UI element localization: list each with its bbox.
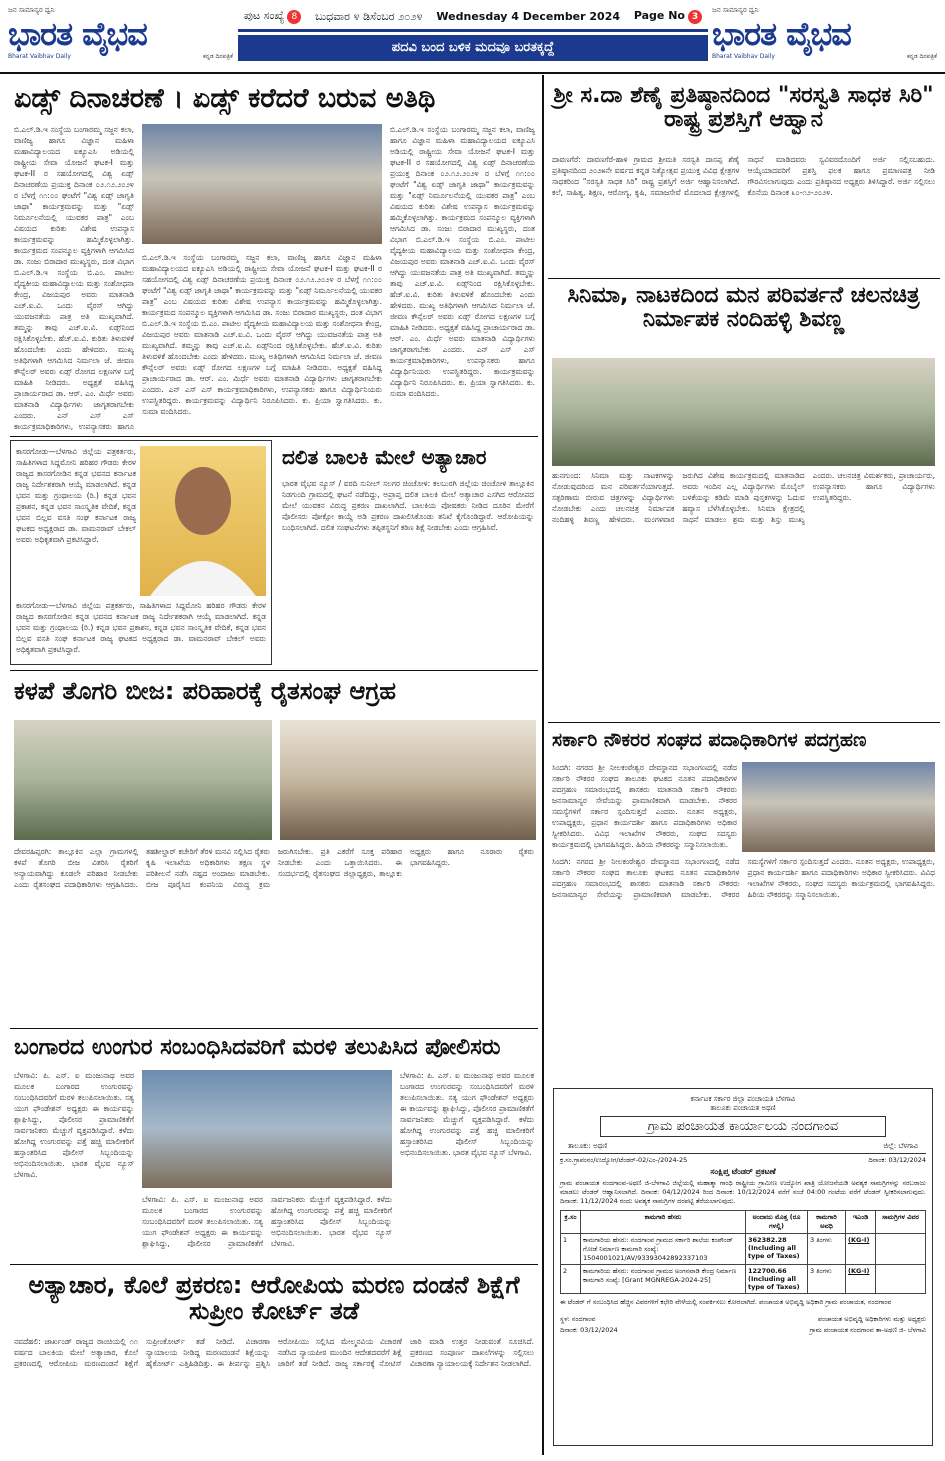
section-rule [10, 670, 538, 671]
th-work: ಕಾಮಗಾರಿ ಹೆಸರು [581, 1211, 746, 1234]
logo-tagline: ಜನ ಸಾಮಾನ್ಯರ ಧ್ವನಿ [712, 6, 759, 14]
section-rule [10, 1264, 538, 1265]
th-amount: ಅಂದಾಜು ಮೊತ್ತ (ರೂ ಗಳಲ್ಲಿ) [746, 1211, 808, 1234]
article-ring-col2: ಬೆಳಗಾವಿ: ಪಿ. ಎಸ್. ಐ ಮಂಜುನಾಥ ಅವರ ಮೂಲಕ ಬಂಗಾರದ ಉಂಗುರವನ್ನು ಸಂಬಂಧಿಸಿದವರಿಗೆ ಮರಳಿ ತಲುಪಿಸಲಾಯಿತು. ಸತ್ಯ ಯುಗ ಫೌಂಡೇಶನ್ ಅಧ್ಯಕ್ಷರು ಈ ಕಾರ್ಯವನ್ನು ಶ್ಲಾಘಿಸಿದ್ದು, ಪೊಲೀಸರ ಪ್ರಾಮಾಣಿಕತೆಗೆ ಸಾರ್ವಜನಿಕರು ಮೆಚ್ಚುಗೆ ವ್ಯಕ್ತಪಡಿಸಿದ್ದಾರೆ. ಕಳೆದು ಹೋಗಿದ್ದ ಉಂಗುರವನ್ನು ಪತ್ತೆ ಹಚ್ಚಿ ಮಾಲೀಕರಿಗೆ ಹಸ್ತಾಂತರಿಸಿದ ಪೊಲೀಸ್ ಸಿಬ್ಬಂದಿಯನ್ನು ಅಭಿನಂದಿಸಲಾಯಿತು. ಭಾರತ ವೈಭವ ನ್ಯೂಸ್ ಬೆಳಗಾವಿ. [142, 1195, 392, 1248]
page-no: Page No 3 [634, 9, 702, 24]
cell-kg: (KG-I) [846, 1234, 876, 1265]
cell-kg: (KG-I) [846, 1265, 876, 1294]
cell-duration: 3 ತಿಂಗಳು [808, 1265, 846, 1294]
logo-subtitle-kn: ಕನ್ನಡ ದಿನಪತ್ರಿಕೆ [202, 53, 233, 60]
article-profile-text: ಕಾಸರಗೋಡು—ಬೆಳಗಾವಿ ಜಿಲ್ಲೆಯ ಪತ್ರಕರ್ತರು, ಸಾಹಿತಿಗಳಾದ ಸಿದ್ದಮೋನಿ ಹರಿಹರ ಗೌಡರು ಕೇರಳ ರಾಜ್ಯದ ಕಾಸರಗೋಡಿನ ಕನ್ನಡ ಭವನದ ಕರ್ನಾಟಕ ರಾಜ್ಯ ನಿರ್ದೇಶಕರಾಗಿ ಆಯ್ಕೆ ಮಾಡಲಾಗಿದೆ. ಕನ್ನಡ ಭವನ ಮತ್ತು ಗ್ರಂಥಾಲಯ (ರಿ.) ಕನ್ನಡ ಭವನ ಪ್ರಕಾಶನ, ಕನ್ನಡ ಭವನ ಸಾಂಸ್ಕೃತಿಕ ವೇದಿಕೆ, ಕನ್ನಡ ಭವನ ಬಿಲ್ಲವ ವಸತಿ ಸಂಘ ಕರ್ನಾಟಕ ರಾಜ್ಯ ಘಟಕದ ಅಧ್ಯಕ್ಷರಾದ ಡಾ. ವಾಮನರಾವ್ ಬೇಕಲ್ ಅವರು ಅಧಿಕೃತವಾಗಿ ಪ್ರಕಟಿಸಿದ್ದಾರೆ. [16, 447, 136, 544]
th-no: ಕ್ರ.ಸಂ [561, 1211, 581, 1234]
article-union-col1: ಸಿಂದಗಿ: ನಗರದ ಶ್ರೀ ನೀಲಕಂಠೇಶ್ವರ ದೇವಸ್ಥಾನದ ಸಭಾಂಗಣದಲ್ಲಿ ನಡೆದ ಸರ್ಕಾರಿ ನೌಕರರ ಸಂಘದ ತಾಲೂಕು ಘಟಕದ ನೂತನ ಪದಾಧಿಕಾರಿಗಳ ಪದಗ್ರಹಣ ಸಮಾರಂಭದಲ್ಲಿ ಶಾಸಕರು ಮಾತನಾಡಿ ಸರ್ಕಾರಿ ನೌಕರರು ಜನಸಾಮಾನ್ಯರ ಸೇವೆಯನ್ನು ಪ್ರಾಮಾಣಿಕವಾಗಿ ಮಾಡಬೇಕು. ನೌಕರರ ಸಮಸ್ಯೆಗಳಿಗೆ ಸರ್ಕಾರ ಸ್ಪಂದಿಸುತ್ತದೆ ಎಂದರು. ನೂತನ ಅಧ್ಯಕ್ಷರು, ಉಪಾಧ್ಯಕ್ಷರು, ಪ್ರಧಾನ ಕಾರ್ಯದರ್ಶಿ ಹಾಗೂ ಪದಾಧಿಕಾರಿಗಳು ಅಧಿಕಾರ ಸ್ವೀಕರಿಸಿದರು. ವಿವಿಧ ಇಲಾಖೆಗಳ ನೌಕರರು, ಸಂಘದ ಸದಸ್ಯರು ಕಾರ್ಯಕ್ರಮದಲ್ಲಿ ಭಾಗವಹಿಸಿದ್ದರು. ಹಿರಿಯ ನೌಕರರನ್ನು ಸನ್ಮಾನಿಸಲಾಯಿತು. [552, 763, 737, 849]
article-ring-col3: ಬೆಳಗಾವಿ: ಪಿ. ಎಸ್. ಐ ಮಂಜುನಾಥ ಅವರ ಮೂಲಕ ಬಂಗಾರದ ಉಂಗುರವನ್ನು ಸಂಬಂಧಿಸಿದವರಿಗೆ ಮರಳಿ ತಲುಪಿಸಲಾಯಿತು. ಸತ್ಯ ಯುಗ ಫೌಂಡೇಶನ್ ಅಧ್ಯಕ್ಷರು ಈ ಕಾರ್ಯವನ್ನು ಶ್ಲಾಘಿಸಿದ್ದು, ಪೊಲೀಸರ ಪ್ರಾಮಾಣಿಕತೆಗೆ ಸಾರ್ವಜನಿಕರು ಮೆಚ್ಚುಗೆ ವ್ಯಕ್ತಪಡಿಸಿದ್ದಾರೆ. ಕಳೆದು ಹೋಗಿದ್ದ ಉಂಗುರವನ್ನು ಪತ್ತೆ ಹಚ್ಚಿ ಮಾಲೀಕರಿಗೆ ಹಸ್ತಾಂತರಿಸಿದ ಪೊಲೀಸ್ ಸಿಬ್ಬಂದಿಯನ್ನು ಅಭಿನಂದಿಸಲಾಯಿತು. ಭಾರತ ವೈಭವ ನ್ಯೂಸ್ ಬೆಳಗಾವಿ. [400, 1071, 534, 1157]
masthead-rule [0, 72, 945, 74]
cell-work: ಕಾಮಗಾರಿಯ ಹೆಸರು: ನಂದಗಾಂವ ಗ್ರಾಮದ ಅಂಗನವಾಡಿ ಕೇಂದ್ರ ನಿರ್ಮಾಣ ಕಾಮಗಾರಿ ಸಂಖ್ಯೆ: [Grant MGNREGA-2024-25] [581, 1265, 746, 1294]
notice-place: ಸ್ಥಳ: ನಂದಗಾಂವ [560, 1315, 596, 1323]
logo-title: ಭಾರತ ವೈಭವ [712, 15, 851, 53]
photo-farmers-2 [280, 720, 536, 840]
logo-left [8, 6, 233, 68]
tagline: ಪದವಿ ಬಂದ ಬಳಿಕ ಮದವೂ ಬರತಕ್ಕದ್ದೆ [238, 35, 708, 61]
headline-aids: ಏಡ್ಸ್ ದಿನಾಚರಣೆ । ಏಡ್ಸ್ ಕರೆದರೆ ಬರುವ ಅತಿಥಿ [14, 83, 436, 114]
kn-date: ಬುಧವಾರ ೪ ಡಿಸೆಂಬರ ೨೦೨೪ [315, 9, 423, 23]
headline-sc: ಅತ್ಯಾಚಾರ, ಕೊಲೆ ಪ್ರಕರಣ: ಆರೋಪಿಯ ಮರಣ ದಂಡನೆ ಶಿಕ್ಷೆಗೆ ಸುಪ್ರೀಂ ಕೋರ್ಟ್ ತಡೆ [28, 1271, 520, 1326]
article-dalit: ಭಾರತ ವೈಭವ ನ್ಯೂಸ್ / ವರದಿ ಸುನೀಲ್ ಸಲಗರ ಚಿಂಚೋಳಿ: ಕಲಬುರಗಿ ಜಿಲ್ಲೆಯ ಚಿಂಚೋಳಿ ತಾಲ್ಲೂಕಿನ ನಿಡಗುಂದಿ ಗ್ರಾಮದಲ್ಲಿ ಘಟನೆ ನಡೆದಿದ್ದು, ಅಪ್ರಾಪ್ತ ದಲಿತ ಬಾಲಕಿ ಮೇಲೆ ಅತ್ಯಾಚಾರ ಎಸಗಿದ ಆರೋಪದ ಮೇಲೆ ಯುವಕನ ವಿರುದ್ಧ ಪ್ರಕರಣ ದಾಖಲಾಗಿದೆ. ಬಾಲಕಿಯ ಪೋಷಕರು ನೀಡಿದ ದೂರಿನ ಮೇರೆಗೆ ಪೊಲೀಸರು ಪೋಕ್ಸೋ ಕಾಯ್ದೆ ಅಡಿ ಪ್ರಕರಣ ದಾಖಲಿಸಿಕೊಂಡು ತನಿಖೆ ಕೈಗೊಂಡಿದ್ದಾರೆ. ಆರೋಪಿಯನ್ನು ಬಂಧಿಸಲಾಗಿದೆ. ದಲಿತ ಸಂಘಟನೆಗಳು ತಪ್ಪಿತಸ್ಥನಿಗೆ ಕಠಿಣ ಶಿಕ್ಷೆ ನೀಡಬೇಕು ಎಂದು ಆಗ್ರಹಿಸಿವೆ. [282, 479, 534, 532]
th-emd: ಇಎಂಡಿ [846, 1211, 876, 1234]
notice-district-label: ಜಿಲ್ಲೆ: ಬೆಳಗಾವಿ [883, 1142, 918, 1150]
th-duration: ಕಾಮಗಾರಿ ಅವಧಿ [808, 1211, 846, 1234]
article-aids-col3: ಬಿ.ಎಲ್.ಡಿ.ಇ ಸಂಸ್ಥೆಯ ಬಂಗಾರಮ್ಮ ಸಜ್ಜನ ಕಲಾ, ವಾಣಿಜ್ಯ ಹಾಗೂ ವಿಜ್ಞಾನ ಮಹಿಳಾ ಮಹಾವಿದ್ಯಾಲಯದ ಐಕ್ಯೂಎಸಿ ಅಡಿಯಲ್ಲಿ ರಾಷ್ಟ್ರೀಯ ಸೇವಾ ಯೋಜನೆ ಘಟಕ-I ಮತ್ತು ಘಟಕ-II ರ ಸಹಯೋಗದಲ್ಲಿ ವಿಶ್ವ ಏಡ್ಸ್ ದಿನಾಚರಣೆಯ ಪ್ರಯುಕ್ತ ದಿನಾಂಕ ೦೨.೧೨.೨೦೨೪ ರ ಬೆಳಗ್ಗೆ ೧೧:೦೦ ಘಂಟೆಗೆ "ವಿಶ್ವ ಏಡ್ಸ್ ಜಾಗೃತಿ ಜಾಥಾ" ಕಾರ್ಯಕ್ರಮವನ್ನು ಮತ್ತು "ಏಡ್ಸ್ ನಿರ್ಮೂಲನೆಯಲ್ಲಿ ಯುವಕರ ಪಾತ್ರ" ಎಂಬ ವಿಷಯದ ಕುರಿತು ವಿಶೇಷ ಉಪನ್ಯಾಸ ಕಾರ್ಯಕ್ರಮವನ್ನು ಹಮ್ಮಿಕೊಳ್ಳಲಾಗಿತ್ತು. ಕಾರ್ಯಕ್ರಮದ ಸಂಪನ್ಮೂಲ ವ್ಯಕ್ತಿಗಳಾಗಿ ಆಗಮಿಸಿದ ಡಾ. ಸಂಜು ಬಿರಾದಾರ ಮುಖ್ಯಸ್ಥರು, ದಂತ ವಿಭಾಗ ಬಿ.ಎಲ್.ಡಿ.ಇ ಸಂಸ್ಥೆಯ ಬಿ.ಎಂ. ಪಾಟೀಲ ವೈದ್ಯಕೀಯ ಮಹಾವಿದ್ಯಾಲಯ ಮತ್ತು ಸಂಶೋಧನಾ ಕೇಂದ್ರ, ವಿಜಯಪುರ ಅವರು ಮಾತನಾಡಿ ಎಚ್.ಐ.ವಿ. ಒಂದು ವೈರಸ್ ಆಗಿದ್ದು ಯುವಜನತೆಯ ಪಾತ್ರ ಅತಿ ಮುಖ್ಯವಾಗಿದೆ. ತಮ್ಮನ್ನು ತಾವು ಎಚ್.ಐ.ವಿ. ಏಡ್ಸ್‌ನಿಂದ ರಕ್ಷಿಸಿಕೊಳ್ಳಬೇಕು. ಹೆಚ್.ಐ.ವಿ. ಕುರಿತು ತಿಳುವಳಿಕೆ ಹೊಂದಬೇಕು ಎಂದು ಹೇಳಿದರು. ಮುಖ್ಯ ಅತಿಥಿಗಳಾಗಿ ಆಗಮಿಸಿದ ನಿರ್ಮಲಾ ಜೆ. ಜೀವಣ ಕೌನ್ಸೆಲರ್ ಅವರು ಏಡ್ಸ್ ರೋಗದ ಲಕ್ಷಣಗಳ ಬಗ್ಗೆ ಮಾಹಿತಿ ನೀಡಿದರು. ಅಧ್ಯಕ್ಷತೆ ವಹಿಸಿದ್ದ ಪ್ರಾಚಾರ್ಯರಾದ ಡಾ. ಆರ್. ಎಂ. ಮಿರ್ಧೆ ಅವರು ಮಾತನಾಡಿ ವಿದ್ಯಾರ್ಥಿಗಳು ಜಾಗೃತರಾಗಬೇಕು ಎಂದರು. ಎನ್ ಎಸ್ ಎಸ್ ಕಾರ್ಯಕ್ರಮಾಧಿಕಾರಿಗಳು, ಉಪನ್ಯಾಸಕರು ಹಾಗೂ ವಿದ್ಯಾರ್ಥಿನಿಯರು ಉಪಸ್ಥಿತರಿದ್ದರು. ಕಾರ್ಯಕ್ರಮವನ್ನು ವಿದ್ಯಾರ್ಥಿನಿ ನಿರೂಪಿಸಿದರು. ಕು. ಪ್ರಿಯಾ ಸ್ವಾಗತಿಸಿದರು. ಕು. ಸುಮಾ ವಂದಿಸಿದರು. [390, 125, 535, 398]
photo-aids-event [142, 124, 382, 244]
article-ring-col1: ಬೆಳಗಾವಿ: ಪಿ. ಎಸ್. ಐ ಮಂಜುನಾಥ ಅವರ ಮೂಲಕ ಬಂಗಾರದ ಉಂಗುರವನ್ನು ಸಂಬಂಧಿಸಿದವರಿಗೆ ಮರಳಿ ತಲುಪಿಸಲಾಯಿತು. ಸತ್ಯ ಯುಗ ಫೌಂಡೇಶನ್ ಅಧ್ಯಕ್ಷರು ಈ ಕಾರ್ಯವನ್ನು ಶ್ಲಾಘಿಸಿದ್ದು, ಪೊಲೀಸರ ಪ್ರಾಮಾಣಿಕತೆಗೆ ಸಾರ್ವಜನಿಕರು ಮೆಚ್ಚುಗೆ ವ್ಯಕ್ತಪಡಿಸಿದ್ದಾರೆ. ಕಳೆದು ಹೋಗಿದ್ದ ಉಂಗುರವನ್ನು ಪತ್ತೆ ಹಚ್ಚಿ ಮಾಲೀಕರಿಗೆ ಹಸ್ತಾಂತರಿಸಿದ ಪೊಲೀಸ್ ಸಿಬ್ಬಂದಿಯನ್ನು ಅಭಿನಂದಿಸಲಾಯಿತು. ಭಾರತ ವೈಭವ ನ್ಯೂಸ್ ಬೆಳಗಾವಿ. [14, 1071, 134, 1179]
table-row [561, 1265, 926, 1294]
article-tur: ದೇವರಹಿಪ್ಪರಗಿ: ತಾಲ್ಲೂಕಿನ ಎಲ್ಲಾ ಗ್ರಾಮಗಳಲ್ಲಿ ಕಳಪೆ ತೊಗರಿ ಬೀಜ ವಿತರಿಸಿ ರೈತರಿಗೆ ಅನ್ಯಾಯವಾಗಿದ್ದು ಕೂಡಲೇ ಪರಿಹಾರ ನೀಡಬೇಕು ಎಂದು ರೈತಸಂಘದ ಪದಾಧಿಕಾರಿಗಳು ಆಗ್ರಹಿಸಿದರು. ತಹಶೀಲ್ದಾರ್ ಕಚೇರಿಗೆ ತೆರಳಿ ಮನವಿ ಸಲ್ಲಿಸಿದ ರೈತರು ಕೃಷಿ ಇಲಾಖೆಯ ಅಧಿಕಾರಿಗಳು ತಕ್ಷಣ ಸ್ಥಳ ಪರಿಶೀಲನೆ ನಡೆಸಿ ನಷ್ಟದ ಅಂದಾಜು ಮಾಡಬೇಕು. ಬೀಜ ಪೂರೈಸಿದ ಕಂಪನಿಯ ವಿರುದ್ಧ ಕ್ರಮ ಜರುಗಿಸಬೇಕು. ಪ್ರತಿ ಎಕರೆಗೆ ಸೂಕ್ತ ಪರಿಹಾರ ನೀಡಬೇಕು ಎಂದು ಒತ್ತಾಯಿಸಿದರು. ಈ ಸಂದರ್ಭದಲ್ಲಿ ರೈತಸಂಘದ ಜಿಲ್ಲಾಧ್ಯಕ್ಷರು, ತಾಲ್ಲೂಕು ಅಧ್ಯಕ್ಷರು ಹಾಗೂ ನೂರಾರು ರೈತರು ಭಾಗವಹಿಸಿದ್ದರು. [14, 847, 534, 889]
notice-taluk-label: ತಾಲೂಕು: ಅಥಣಿ [568, 1142, 608, 1150]
notice-footer: ಈ ಟೆಂಡರ್ ಗೆ ಸಂಬಂಧಿಸಿದ ಹೆಚ್ಚಿನ ವಿವರಗಳಿಗೆ ಕಛೇರಿ ವೇಳೆಯಲ್ಲಿ ಸಂಪರ್ಕಿಸಲು ಕೋರಲಾಗಿದೆ. ಪಂಚಾಯತ ಅಭಿವೃದ್ಧಿ ಅಧಿಕಾರಿ ಗ್ರಾಮ ಪಂಚಾಯತ, ನಂದಗಾಂವ [560, 1298, 892, 1306]
logo-right [712, 6, 937, 68]
notice-title: ಗ್ರಾಮ ಪಂಚಾಯತ ಕಾರ್ಯಾಲಯ ನಂದಗಾಂವ [600, 1116, 886, 1137]
logo-subtitle: Bharat Vaibhav Daily [712, 53, 775, 60]
notice-sign: ಪಂಚಾಯತ ಅಭಿವೃದ್ಧಿ ಅಧಿಕಾರಿಗಳು ಮತ್ತು ಅಧ್ಯಕ್ಷರು [817, 1315, 926, 1323]
article-union-col2: ಸಿಂದಗಿ: ನಗರದ ಶ್ರೀ ನೀಲಕಂಠೇಶ್ವರ ದೇವಸ್ಥಾನದ ಸಭಾಂಗಣದಲ್ಲಿ ನಡೆದ ಸರ್ಕಾರಿ ನೌಕರರ ಸಂಘದ ತಾಲೂಕು ಘಟಕದ ನೂತನ ಪದಾಧಿಕಾರಿಗಳ ಪದಗ್ರಹಣ ಸಮಾರಂಭದಲ್ಲಿ ಶಾಸಕರು ಮಾತನಾಡಿ ಸರ್ಕಾರಿ ನೌಕರರು ಜನಸಾಮಾನ್ಯರ ಸೇವೆಯನ್ನು ಪ್ರಾಮಾಣಿಕವಾಗಿ ಮಾಡಬೇಕು. ನೌಕರರ ಸಮಸ್ಯೆಗಳಿಗೆ ಸರ್ಕಾರ ಸ್ಪಂದಿಸುತ್ತದೆ ಎಂದರು. ನೂತನ ಅಧ್ಯಕ್ಷರು, ಉಪಾಧ್ಯಕ್ಷರು, ಪ್ರಧಾನ ಕಾರ್ಯದರ್ಶಿ ಹಾಗೂ ಪದಾಧಿಕಾರಿಗಳು ಅಧಿಕಾರ ಸ್ವೀಕರಿಸಿದರು. ವಿವಿಧ ಇಲಾಖೆಗಳ ನೌಕರರು, ಸಂಘದ ಸದಸ್ಯರು ಕಾರ್ಯಕ್ರಮದಲ್ಲಿ ಭಾಗವಹಿಸಿದ್ದರು. ಹಿರಿಯ ನೌಕರರನ್ನು ಸನ್ಮಾನಿಸಲಾಯಿತು. [552, 857, 935, 899]
notice-date: ದಿನಾಂಕ: 03/12/2024 [868, 1156, 926, 1164]
logo-subtitle-kn: ಕನ್ನಡ ದಿನಪತ್ರಿಕೆ [906, 53, 937, 60]
notice-sign-2: ಗ್ರಾಮ ಪಂಚಾಯತ ನಂದಗಾಂವ ತಾ-ಅಥಣಿ ಜಿ- ಬೆಳಗಾವಿ [809, 1326, 926, 1334]
notice-taluk: ತಾಲೂಕು ಪಂಚಾಯತ ಅಥಣಿ [710, 1104, 776, 1112]
logo-subtitle: Bharat Vaibhav Daily [8, 53, 71, 60]
headline-tur: ಕಳಪೆ ತೊಗರಿ ಬೀಜ: ಪರಿಹಾರಕ್ಕೆ ರೈತಸಂಘ ಆಗ್ರಹ [14, 677, 396, 705]
logo-title: ಭಾರತ ವೈಭವ [8, 15, 147, 53]
article-profile-text-2: ಕಾಸರಗೋಡು—ಬೆಳಗಾವಿ ಜಿಲ್ಲೆಯ ಪತ್ರಕರ್ತರು, ಸಾಹಿತಿಗಳಾದ ಸಿದ್ದಮೋನಿ ಹರಿಹರ ಗೌಡರು ಕೇರಳ ರಾಜ್ಯದ ಕಾಸರಗೋಡಿನ ಕನ್ನಡ ಭವನದ ಕರ್ನಾಟಕ ರಾಜ್ಯ ನಿರ್ದೇಶಕರಾಗಿ ಆಯ್ಕೆ ಮಾಡಲಾಗಿದೆ. ಕನ್ನಡ ಭವನ ಮತ್ತು ಗ್ರಂಥಾಲಯ (ರಿ.) ಕನ್ನಡ ಭವನ ಪ್ರಕಾಶನ, ಕನ್ನಡ ಭವನ ಸಾಂಸ್ಕೃತಿಕ ವೇದಿಕೆ, ಕನ್ನಡ ಭವನ ಬಿಲ್ಲವ ವಸತಿ ಸಂಘ ಕರ್ನಾಟಕ ರಾಜ್ಯ ಘಟಕದ ಅಧ್ಯಕ್ಷರಾದ ಡಾ. ವಾಮನರಾವ್ ಬೇಕಲ್ ಅವರು ಅಧಿಕೃತವಾಗಿ ಪ್ರಕಟಿಸಿದ್ದಾರೆ. [16, 601, 266, 654]
headline-dalit: ದಲಿತ ಬಾಲಕಿ ಮೇಲೆ ಅತ್ಯಾಚಾರ [282, 445, 487, 469]
portrait-figure [140, 446, 266, 596]
table-header-row [561, 1211, 926, 1234]
article-cinema: ಹುನಗುಂದ: ಸಿನಿಮಾ ಮತ್ತು ನಾಟಕಗಳನ್ನು ನೋಡುವುದರಿಂದ ಮನ ಪರಿವರ್ತನೆಯಾಗುತ್ತದೆ. ಸತ್ಪರಿಣಾಮ ಬೀರುವ ಚಿತ್ರಗಳನ್ನು ವಿದ್ಯಾರ್ಥಿಗಳು ನೋಡಬೇಕು ಎಂದು ಚಲನಚಿತ್ರ ನಿರ್ಮಾಪಕ ನಂದಿಹಳ್ಳಿ ಶಿವಣ್ಣ ಹೇಳಿದರು. ಮಂಗಳವಾರ ಜರುಗಿದ ವಿಶೇಷ ಕಾರ್ಯಕ್ರಮದಲ್ಲಿ ಮಾತನಾಡಿದ ಅವರು ಇಂದಿನ ಎಲ್ಲ ವಿದ್ಯಾರ್ಥಿಗಳು ಮೊಬೈಲ್ ಬಳಕೆಯನ್ನು ಕಡಿಮೆ ಮಾಡಿ ಪುಸ್ತಕಗಳನ್ನು ಓದುವ ಹವ್ಯಾಸ ಬೆಳೆಸಿಕೊಳ್ಳಬೇಕು. ಸಿನಿಮಾ ಕ್ಷೇತ್ರದಲ್ಲಿ ಸಾಧನೆ ಮಾಡಲು ಶ್ರಮ ಮತ್ತು ಶಿಸ್ತು ಮುಖ್ಯ ಎಂದರು. ಚಲನಚಿತ್ರ ವಿಮರ್ಶಕರು, ಪ್ರಾಚಾರ್ಯರು, ಉಪನ್ಯಾಸಕರು ಹಾಗೂ ವಿದ್ಯಾರ್ಥಿಗಳು ಉಪಸ್ಥಿತರಿದ್ದರು. [552, 471, 935, 524]
th-material: ಸಾಮಗ್ರಿಗಳ ವಿವರ [876, 1211, 926, 1234]
notice-ref: ಕ್ರ.ಸಂ.ಗ್ರಾಪಂನಂ/ಉದ್ಯೋಗ/ಟೆಂಡರ್-02/ಎಂ-/2024-25 [560, 1156, 688, 1164]
photo-union-event [742, 762, 935, 852]
cell-no: 1 [561, 1234, 581, 1265]
notice-heading: ಸಂಕ್ಷಿಪ್ತ ಟೆಂಡರ್ ಪ್ರಕಟಣೆ [710, 1167, 776, 1176]
section-rule [10, 436, 538, 437]
photo-farmers-1 [14, 720, 272, 840]
headline-ring: ಬಂಗಾರದ ಉಂಗುರ ಸಂಬಂಧಿಸಿದವರಿಗೆ ಮರಳಿ ತಲುಪಿಸಿದ ಪೋಲಿಸರು [14, 1035, 501, 1060]
pages-info: ಪುಟ ಸಂಖ್ಯೆ 8 [244, 9, 301, 24]
article-award: ದಾವಣಗೆರೆ: ದಾವಣಗೆರೆ-ಹಾಳಿ ಗ್ರಾಮದ ಶ್ರೀಮತಿ ಸರಸ್ವತಿ ದಾಸಪ್ಪ ಶೆಣೈ ಪ್ರತಿಷ್ಠಾನದಿಂದ ೨೦೨೫ನೇ ವರ್ಷದ ಕನ್ನಡ ನಿತ್ಯೋತ್ಸವ ಪ್ರಯುಕ್ತ ವಿವಿಧ ಕ್ಷೇತ್ರಗಳ ಸಾಧಕರಿಂದ "ಸರಸ್ವತಿ ಸಾಧಕ ಸಿರಿ" ರಾಷ್ಟ್ರ ಪ್ರಶಸ್ತಿಗೆ ಅರ್ಜಿ ಆಹ್ವಾನಿಸಲಾಗಿದೆ. ಕಲೆ, ಸಾಹಿತ್ಯ, ಶಿಕ್ಷಣ, ಆರೋಗ್ಯ, ಕೃಷಿ, ಸಮಾಜಸೇವೆ ಮೊದಲಾದ ಕ್ಷೇತ್ರಗಳಲ್ಲಿ ಸಾಧನೆ ಮಾಡಿದವರು ಸ್ವವಿವರದೊಂದಿಗೆ ಅರ್ಜಿ ಸಲ್ಲಿಸಬಹುದು. ಆಯ್ಕೆಯಾದವರಿಗೆ ಪ್ರಶಸ್ತಿ ಫಲಕ ಹಾಗೂ ಪ್ರಮಾಣಪತ್ರ ನೀಡಿ ಗೌರವಿಸಲಾಗುವುದು ಎಂದು ಪ್ರತಿಷ್ಠಾನದ ಅಧ್ಯಕ್ಷರು ತಿಳಿಸಿದ್ದಾರೆ. ಅರ್ಜಿ ಸಲ್ಲಿಸಲು ಕೊನೆಯ ದಿನಾಂಕ ೩೦-೧೨-೨೦೨೪. [552, 155, 935, 197]
notice-body: ಗ್ರಾಮ ಪಂಚಾಯತ ನಂದಗಾಂವ-ಅಥಣಿ ಜಿ-ಬೆಳಗಾವಿ ಜಿಲ್ಲೆಯಲ್ಲಿ ಮಹಾತ್ಮಾ ಗಾಂಧಿ ರಾಷ್ಟ್ರೀಯ ಗ್ರಾಮೀಣ ಉದ್ಯೋಗ ಖಾತ್ರಿ ಯೋಜನೆಯಡಿ ಅವಶ್ಯಕ ಸಾಮಗ್ರಿಗಳನ್ನು ಸರಬರಾಜು ಮಾಡಲು ಟೆಂಡರ್ ಆಹ್ವಾನಿಸಲಾಗಿದೆ. ದಿನಾಂಕ: 04/12/2024 ರಿಂದ ದಿನಾಂಕ: 10/12/2024 ವರೆಗೆ ಸಂಜೆ 04:00 ಗಂಟೆಯ ವರೆಗೆ ಟೆಂಡರ್ ಸ್ವೀಕರಿಸಲಾಗುವುದು. ದಿನಾಂಕ: 11/12/2024 ರಂದು ಅವಶ್ಯಕ ಸಾಮಗ್ರಿಗಳ ದರಪಟ್ಟಿ ತೆರೆಯಲಾಗುವುದು. [560, 1179, 926, 1205]
article-aids-col1: ಬಿ.ಎಲ್.ಡಿ.ಇ ಸಂಸ್ಥೆಯ ಬಂಗಾರಮ್ಮ ಸಜ್ಜನ ಕಲಾ, ವಾಣಿಜ್ಯ ಹಾಗೂ ವಿಜ್ಞಾನ ಮಹಿಳಾ ಮಹಾವಿದ್ಯಾಲಯದ ಐಕ್ಯೂಎಸಿ ಅಡಿಯಲ್ಲಿ ರಾಷ್ಟ್ರೀಯ ಸೇವಾ ಯೋಜನೆ ಘಟಕ-I ಮತ್ತು ಘಟಕ-II ರ ಸಹಯೋಗದಲ್ಲಿ ವಿಶ್ವ ಏಡ್ಸ್ ದಿನಾಚರಣೆಯ ಪ್ರಯುಕ್ತ ದಿನಾಂಕ ೦೨.೧೨.೨೦೨೪ ರ ಬೆಳಗ್ಗೆ ೧೧:೦೦ ಘಂಟೆಗೆ "ವಿಶ್ವ ಏಡ್ಸ್ ಜಾಗೃತಿ ಜಾಥಾ" ಕಾರ್ಯಕ್ರಮವನ್ನು ಮತ್ತು "ಏಡ್ಸ್ ನಿರ್ಮೂಲನೆಯಲ್ಲಿ ಯುವಕರ ಪಾತ್ರ" ಎಂಬ ವಿಷಯದ ಕುರಿತು ವಿಶೇಷ ಉಪನ್ಯಾಸ ಕಾರ್ಯಕ್ರಮವನ್ನು ಹಮ್ಮಿಕೊಳ್ಳಲಾಗಿತ್ತು. ಕಾರ್ಯಕ್ರಮದ ಸಂಪನ್ಮೂಲ ವ್ಯಕ್ತಿಗಳಾಗಿ ಆಗಮಿಸಿದ ಡಾ. ಸಂಜು ಬಿರಾದಾರ ಮುಖ್ಯಸ್ಥರು, ದಂತ ವಿಭಾಗ ಬಿ.ಎಲ್.ಡಿ.ಇ ಸಂಸ್ಥೆಯ ಬಿ.ಎಂ. ಪಾಟೀಲ ವೈದ್ಯಕೀಯ ಮಹಾವಿದ್ಯಾಲಯ ಮತ್ತು ಸಂಶೋಧನಾ ಕೇಂದ್ರ, ವಿಜಯಪುರ ಅವರು ಮಾತನಾಡಿ ಎಚ್.ಐ.ವಿ. ಒಂದು ವೈರಸ್ ಆಗಿದ್ದು ಯುವಜನತೆಯ ಪಾತ್ರ ಅತಿ ಮುಖ್ಯವಾಗಿದೆ. ತಮ್ಮನ್ನು ತಾವು ಎಚ್.ಐ.ವಿ. ಏಡ್ಸ್‌ನಿಂದ ರಕ್ಷಿಸಿಕೊಳ್ಳಬೇಕು. ಹೆಚ್.ಐ.ವಿ. ಕುರಿತು ತಿಳುವಳಿಕೆ ಹೊಂದಬೇಕು ಎಂದು ಹೇಳಿದರು. ಮುಖ್ಯ ಅತಿಥಿಗಳಾಗಿ ಆಗಮಿಸಿದ ನಿರ್ಮಲಾ ಜೆ. ಜೀವಣ ಕೌನ್ಸೆಲರ್ ಅವರು ಏಡ್ಸ್ ರೋಗದ ಲಕ್ಷಣಗಳ ಬಗ್ಗೆ ಮಾಹಿತಿ ನೀಡಿದರು. ಅಧ್ಯಕ್ಷತೆ ವಹಿಸಿದ್ದ ಪ್ರಾಚಾರ್ಯರಾದ ಡಾ. ಆರ್. ಎಂ. ಮಿರ್ಧೆ ಅವರು ಮಾತನಾಡಿ ವಿದ್ಯಾರ್ಥಿಗಳು ಜಾಗೃತರಾಗಬೇಕು ಎಂದರು. ಎನ್ ಎಸ್ ಎಸ್ ಕಾರ್ಯಕ್ರಮಾಧಿಕಾರಿಗಳು, ಉಪನ್ಯಾಸಕರು ಹಾಗೂ [14, 125, 134, 431]
cell-material [876, 1265, 926, 1294]
date-strip [238, 4, 708, 32]
cell-amount: 362382.28 (Including all type of Taxes) [746, 1234, 808, 1265]
table-row [561, 1234, 926, 1265]
column-divider [542, 75, 544, 1455]
headline-cinema: ಸಿನಿಮಾ, ನಾಟಕದಿಂದ ಮನ ಪರಿವರ್ತನೆ ಚಲನಚಿತ್ರ ನಿರ್ಮಾಪಕ ನಂದಿಹಳ್ಳಿ ಶಿವಣ್ಣ [567, 283, 920, 333]
cell-amount: 122700.66 (Including all type of Taxes) [746, 1265, 808, 1294]
article-sc: ನವದೆಹಲಿ: ಜಾರ್ಖಂಡ್ ರಾಜ್ಯದ ರಾಂಚಿಯಲ್ಲಿ ೧೧ ವರ್ಷದ ಬಾಲಕಿಯ ಮೇಲೆ ಅತ್ಯಾಚಾರ, ಕೊಲೆ ಪ್ರಕರಣದಲ್ಲಿ ಆರೋಪಿಯ ಮರಣದಂಡನೆ ಶಿಕ್ಷೆಗೆ ಸುಪ್ರೀಂಕೋರ್ಟ್ ತಡೆ ನೀಡಿದೆ. ವಿಚಾರಣಾ ನ್ಯಾಯಾಲಯ ನೀಡಿದ್ದ ಮರಣದಂಡನೆ ಶಿಕ್ಷೆಯನ್ನು ಹೈಕೋರ್ಟ್ ಎತ್ತಿಹಿಡಿದಿತ್ತು. ಈ ತೀರ್ಪನ್ನು ಪ್ರಶ್ನಿಸಿ ಆರೋಪಿಯು ಸಲ್ಲಿಸಿದ ಮೇಲ್ಮನವಿಯ ವಿಚಾರಣೆ ನಡೆಸಿದ ನ್ಯಾಯಪೀಠ ಮುಂದಿನ ಆದೇಶದವರೆಗೆ ಶಿಕ್ಷೆ ಜಾರಿಗೆ ತಡೆ ನೀಡಿದೆ. ರಾಜ್ಯ ಸರ್ಕಾರಕ್ಕೆ ನೋಟಿಸ್ ಜಾರಿ ಮಾಡಿ ಉತ್ತರ ನೀಡುವಂತೆ ಸೂಚಿಸಿದೆ. ಪ್ರಕರಣದ ಸಂಪೂರ್ಣ ದಾಖಲೆಗಳನ್ನು ಸಲ್ಲಿಸಲು ವಿಚಾರಣಾ ನ್ಯಾಯಾಲಯಕ್ಕೆ ನಿರ್ದೇಶನ ನೀಡಲಾಗಿದೆ. [14, 1337, 534, 1368]
masthead [0, 0, 945, 70]
date: Wednesday 4 December 2024 [436, 10, 621, 23]
article-aids-col2: ಬಿ.ಎಲ್.ಡಿ.ಇ ಸಂಸ್ಥೆಯ ಬಂಗಾರಮ್ಮ ಸಜ್ಜನ ಕಲಾ, ವಾಣಿಜ್ಯ ಹಾಗೂ ವಿಜ್ಞಾನ ಮಹಿಳಾ ಮಹಾವಿದ್ಯಾಲಯದ ಐಕ್ಯೂಎಸಿ ಅಡಿಯಲ್ಲಿ ರಾಷ್ಟ್ರೀಯ ಸೇವಾ ಯೋಜನೆ ಘಟಕ-I ಮತ್ತು ಘಟಕ-II ರ ಸಹಯೋಗದಲ್ಲಿ ವಿಶ್ವ ಏಡ್ಸ್ ದಿನಾಚರಣೆಯ ಪ್ರಯುಕ್ತ ದಿನಾಂಕ ೦೨.೧೨.೨೦೨೪ ರ ಬೆಳಗ್ಗೆ ೧೧:೦೦ ಘಂಟೆಗೆ "ವಿಶ್ವ ಏಡ್ಸ್ ಜಾಗೃತಿ ಜಾಥಾ" ಕಾರ್ಯಕ್ರಮವನ್ನು ಮತ್ತು "ಏಡ್ಸ್ ನಿರ್ಮೂಲನೆಯಲ್ಲಿ ಯುವಕರ ಪಾತ್ರ" ಎಂಬ ವಿಷಯದ ಕುರಿತು ವಿಶೇಷ ಉಪನ್ಯಾಸ ಕಾರ್ಯಕ್ರಮವನ್ನು ಹಮ್ಮಿಕೊಳ್ಳಲಾಗಿತ್ತು. ಕಾರ್ಯಕ್ರಮದ ಸಂಪನ್ಮೂಲ ವ್ಯಕ್ತಿಗಳಾಗಿ ಆಗಮಿಸಿದ ಡಾ. ಸಂಜು ಬಿರಾದಾರ ಮುಖ್ಯಸ್ಥರು, ದಂತ ವಿಭಾಗ ಬಿ.ಎಲ್.ಡಿ.ಇ ಸಂಸ್ಥೆಯ ಬಿ.ಎಂ. ಪಾಟೀಲ ವೈದ್ಯಕೀಯ ಮಹಾವಿದ್ಯಾಲಯ ಮತ್ತು ಸಂಶೋಧನಾ ಕೇಂದ್ರ, ವಿಜಯಪುರ ಅವರು ಮಾತನಾಡಿ ಎಚ್.ಐ.ವಿ. ಒಂದು ವೈರಸ್ ಆಗಿದ್ದು ಯುವಜನತೆಯ ಪಾತ್ರ ಅತಿ ಮುಖ್ಯವಾಗಿದೆ. ತಮ್ಮನ್ನು ತಾವು ಎಚ್.ಐ.ವಿ. ಏಡ್ಸ್‌ನಿಂದ ರಕ್ಷಿಸಿಕೊಳ್ಳಬೇಕು. ಹೆಚ್.ಐ.ವಿ. ಕುರಿತು ತಿಳುವಳಿಕೆ ಹೊಂದಬೇಕು ಎಂದು ಹೇಳಿದರು. ಮುಖ್ಯ ಅತಿಥಿಗಳಾಗಿ ಆಗಮಿಸಿದ ನಿರ್ಮಲಾ ಜೆ. ಜೀವಣ ಕೌನ್ಸೆಲರ್ ಅವರು ಏಡ್ಸ್ ರೋಗದ ಲಕ್ಷಣಗಳ ಬಗ್ಗೆ ಮಾಹಿತಿ ನೀಡಿದರು. ಅಧ್ಯಕ್ಷತೆ ವಹಿಸಿದ್ದ ಪ್ರಾಚಾರ್ಯರಾದ ಡಾ. ಆರ್. ಎಂ. ಮಿರ್ಧೆ ಅವರು ಮಾತನಾಡಿ ವಿದ್ಯಾರ್ಥಿಗಳು ಜಾಗೃತರಾಗಬೇಕು ಎಂದರು. ಎನ್ ಎಸ್ ಎಸ್ ಕಾರ್ಯಕ್ರಮಾಧಿಕಾರಿಗಳು, ಉಪನ್ಯಾಸಕರು ಹಾಗೂ ವಿದ್ಯಾರ್ಥಿನಿಯರು ಉಪಸ್ಥಿತರಿದ್ದರು. ಕಾರ್ಯಕ್ರಮವನ್ನು ವಿದ್ಯಾರ್ಥಿನಿ ನಿರೂಪಿಸಿದರು. ಕು. ಪ್ರಿಯಾ ಸ್ವಾಗತಿಸಿದರು. ಕು. ಸುಮಾ ವಂದಿಸಿದರು. [142, 253, 382, 416]
notice-date-2: ದಿನಾಂಕ: 03/12/2024 [560, 1326, 618, 1334]
cell-no: 2 [561, 1265, 581, 1294]
headline-award: ಶ್ರೀ ಸ.ದಾ ಶೆಣೈ ಪ್ರತಿಷ್ಠಾನದಿಂದ "ಸರಸ್ವತಿ ಸಾಧಕ ಸಿರಿ" ರಾಷ್ಟ್ರ ಪ್ರಶಸ್ತಿಗೆ ಆಹ್ವಾನ [553, 83, 934, 133]
headline-union: ಸರ್ಕಾರಿ ನೌಕರರ ಸಂಘದ ಪದಾಧಿಕಾರಿಗಳ ಪದಗ್ರಹಣ [552, 729, 867, 751]
tender-notice [553, 1088, 933, 1446]
cell-material [876, 1234, 926, 1265]
cell-duration: 3 ತಿಂಗಳು [808, 1234, 846, 1265]
section-rule [10, 1028, 538, 1029]
photo-profile [140, 446, 266, 596]
photo-ring-handover [142, 1070, 392, 1188]
cell-work: ಕಾಮಗಾರಿಯ ಹೆಸರು: ನಂದಗಾಂವ ಗ್ರಾಮದ ಸರ್ಕಾರಿ ಶಾಲೆಯ ಕಂಪೌಂಡ್ ಗೋಡೆ ನಿರ್ಮಾಣ ಕಾಮಗಾರಿ ಸಂಖ್ಯೆ: 1504001021/AV/93393042892337103 [581, 1234, 746, 1265]
section-rule [548, 722, 940, 723]
notice-gov: ಕರ್ನಾಟಕ ಸರ್ಕಾರ ಜಿಲ್ಲಾ ಪಂಚಾಯತಿ ಬೆಳಗಾವಿ [690, 1095, 796, 1103]
section-rule [548, 278, 940, 279]
logo-tagline: ಜನ ಸಾಮಾನ್ಯರ ಧ್ವನಿ [8, 6, 55, 14]
photo-cinema-group [552, 358, 935, 466]
tender-table [560, 1210, 926, 1294]
